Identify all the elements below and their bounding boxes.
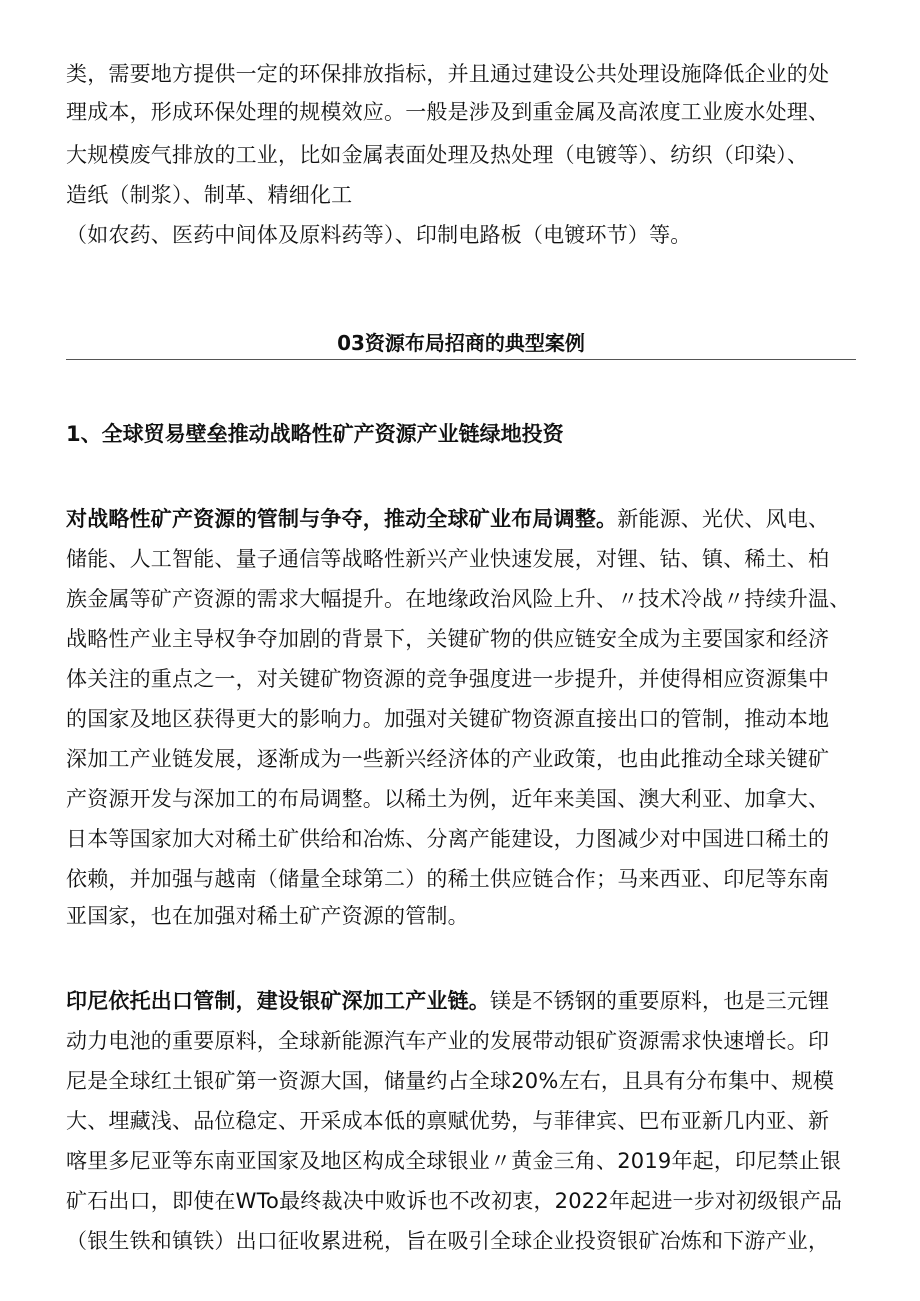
text-line: 体关注的重点之一，对关键矿物资源的竞争强度进一步提升，并使得相应资源集中 xyxy=(66,667,830,691)
text-line: 造纸（制浆）、制革、精细化工 xyxy=(66,183,353,207)
text-line: 理成本，形成环保处理的规模效应。一般是涉及到重金属及高浓度工业废水处理、 xyxy=(66,100,830,124)
text-line: 亚国家，也在加强对稀土矿产资源的管制。 xyxy=(66,904,469,928)
paragraph-lead: 对战略性矿产资源的管制与争夺，推动全球矿业布局调整。 xyxy=(66,507,618,531)
section-title: 03资源布局招商的典型案例 xyxy=(337,331,585,355)
text-line: 类，需要地方提供一定的环保排放指标，并且通过建设公共处理设施降低企业的处 xyxy=(66,62,830,86)
paragraph-text: 镁是不锈钢的重要原料，也是三元锂 xyxy=(490,989,830,1013)
text-line: 大规模废气排放的工业，比如金属表面处理及热处理（电镀等）、纺织（印染）、 xyxy=(66,143,809,167)
text-line: 深加工产业链发展，逐渐成为一些新兴经济体的产业政策，也由此推动全球关键矿 xyxy=(66,747,830,771)
text-line: 产资源开发与深加工的布局调整。以稀土为例，近年来美国、澳大利亚、加拿大、 xyxy=(66,787,830,811)
text-line: 的国家及地区获得更大的影响力。加强对关键矿物资源直接出口的管制，推动本地 xyxy=(66,707,830,731)
text-line: 大、埋藏浅、品位稳定、开采成本低的禀赋优势，与菲律宾、巴布亚新几内亚、新 xyxy=(66,1109,830,1133)
text-line: 喀里多尼亚等东南亚国家及地区构成全球银业〃黄金三角、2019年起，印尼禁止银 xyxy=(66,1149,842,1173)
section-divider xyxy=(66,359,856,360)
text-line: 日本等国家加大对稀土矿供给和冶炼、分离产能建设，力图减少对中国进口稀土的 xyxy=(66,827,830,851)
text-line: 战略性产业主导权争夺加剧的背景下，关键矿物的供应链安全成为主要国家和经济 xyxy=(66,627,830,651)
paragraph-text: 新能源、光伏、风电、 xyxy=(617,507,830,531)
text-line xyxy=(66,505,829,533)
case-heading: 1、全球贸易壁垒推动战略性矿产资源产业链绿地投资 xyxy=(66,422,564,446)
paragraph-lead: 印尼依托出口管制，建设银矿深加工产业链。 xyxy=(66,989,490,1013)
text-line: 尼是全球红土银矿第一资源大国，储量约占全球20%左右，且具有分布集中、规模 xyxy=(66,1069,835,1093)
text-line xyxy=(66,987,829,1015)
text-line: 矿石出口，即使在WTo最终裁决中败诉也不改初衷，2022年起进一步对初级银产品 xyxy=(66,1189,843,1213)
text-line: （银生铁和镇铁）出口征收累进税，旨在吸引全球企业投资银矿冶炼和下游产业， xyxy=(66,1229,830,1253)
text-line: 依赖，并加强与越南（储量全球第二）的稀土供应链合作；马来西亚、印尼等东南 xyxy=(66,867,830,891)
text-line: 储能、人工智能、量子通信等战略性新兴产业快速发展，对锂、钴、镇、稀土、柏 xyxy=(66,547,830,571)
text-line: （如农药、医药中间体及原料药等）、印制电路板（电镀环节）等。 xyxy=(66,223,692,247)
text-line: 族金属等矿产资源的需求大幅提升。在地缘政治风险上升、〃技术冷战〃持续升温、 xyxy=(66,587,851,611)
text-line: 动力电池的重要原料，全球新能源汽车产业的发展带动银矿资源需求快速增长。印 xyxy=(66,1029,830,1053)
